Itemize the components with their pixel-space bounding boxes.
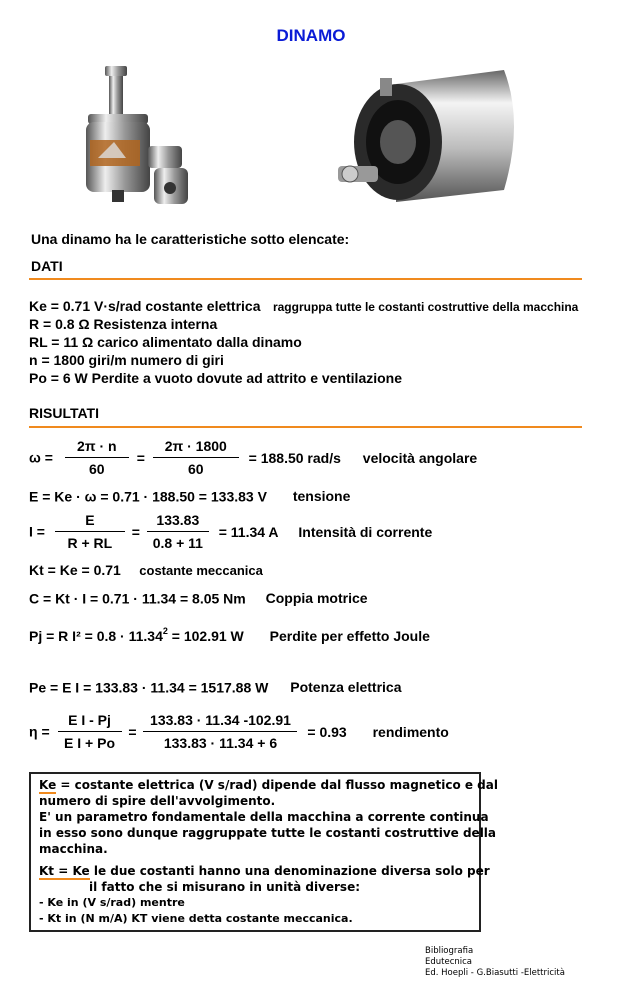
dati-item-ke-note: raggruppa tutte le costanti costruttive della macchina	[272, 300, 579, 314]
e-formula	[29, 487, 350, 504]
eta-num-1: E I - Pj	[58, 712, 122, 732]
dati-item-ke: Ke = 0.71 V·s/rad costante elettrica	[29, 298, 261, 314]
omega-formula	[29, 438, 477, 477]
bicycle-dynamo-image	[78, 62, 208, 217]
dati-item-rl: RL = 11 Ω carico alimentato dalla dinamo	[29, 334, 302, 350]
pj-sup: 2	[162, 626, 168, 636]
e-text: E = Ke · ω = 0.71 · 188.50 = 133.83 V	[29, 488, 267, 505]
note-ke-line: = costante elettrica (V s/rad) dipende dal flusso magnetico e dal	[56, 778, 498, 792]
note-ke-line: in esso sono dunque raggruppate tutte le costanti costruttive della	[39, 826, 497, 840]
pj-text-b: = 102.91 W	[167, 627, 244, 644]
i-num-1: E	[55, 512, 125, 532]
bibliography-line: Ed. Hoepli - G.Biasutti -Elettricità	[425, 968, 565, 978]
e-desc: tensione	[292, 488, 351, 505]
note-ke-line: numero di spire dell'avvolgimento.	[39, 794, 276, 808]
omega-fraction-2	[153, 438, 239, 477]
kt-desc: costante meccanica	[139, 563, 263, 578]
bibliography-line: Edutecnica	[425, 957, 473, 967]
i-fraction-2	[147, 512, 209, 551]
omega-fraction-1	[65, 438, 129, 477]
eta-lhs: η =	[29, 723, 50, 740]
risultati-heading: RISULTATI	[29, 405, 99, 421]
dati-heading: DATI	[31, 258, 63, 274]
note-box	[29, 772, 498, 932]
eta-fraction-2	[143, 712, 297, 751]
i-num-2: 133.83	[147, 512, 209, 532]
i-desc: Intensità di corrente	[298, 523, 433, 540]
kt-text: Kt = Ke = 0.71	[29, 562, 121, 578]
bibliography	[425, 946, 565, 979]
i-den-2: 0.8 + 11	[152, 535, 203, 551]
i-den-1: R + RL	[67, 535, 113, 551]
dati-list	[29, 298, 578, 388]
car-dynamo-image	[336, 62, 526, 220]
bibliography-line: Bibliografia	[425, 946, 474, 956]
note-kt-item: - Ke in (V s/rad) mentre	[39, 896, 185, 909]
risultati-divider	[29, 426, 582, 428]
intro-text: Una dinamo ha le caratteristiche sotto elencate:	[31, 231, 350, 247]
eta-den-1: E I + Po	[64, 735, 115, 751]
omega-result: = 188.50 rad/s	[248, 449, 341, 466]
pj-text-a: Pj = R I² = 0.8 · 11.34	[29, 627, 163, 644]
dati-item-r: R = 0.8 Ω Resistenza interna	[29, 316, 218, 332]
i-formula	[29, 512, 432, 551]
note-ke-label: Ke	[39, 778, 57, 792]
eta-eq: =	[128, 723, 137, 740]
omega-eq: =	[136, 449, 145, 466]
kt-formula	[29, 562, 263, 580]
note-kt-label: Kt = Ke	[39, 864, 90, 878]
eta-result: = 0.93	[307, 723, 347, 740]
dati-item	[29, 298, 578, 316]
eta-desc: rendimento	[372, 723, 449, 740]
eta-fraction-1	[58, 712, 122, 751]
omega-den-2: 60	[187, 461, 204, 477]
omega-den-1: 60	[89, 461, 105, 477]
note-ke-line: macchina.	[39, 842, 108, 856]
eta-den-2: 133.83 · 11.34 + 6	[163, 735, 278, 751]
page-title: DINAMO	[276, 26, 346, 45]
note-kt-line: il fatto che si misurano in unità diverse:	[89, 880, 361, 894]
i-lhs: I =	[29, 523, 45, 540]
omega-num-2: 2π · 1800	[153, 438, 239, 458]
note-kt-line: le due costanti hanno una denominazione diversa solo per	[89, 864, 490, 878]
c-text: C = Kt · I = 0.71 · 11.34 = 8.05 Nm	[29, 590, 246, 607]
dati-item-po: Po = 6 W Perdite a vuoto dovute ad attrito e ventilazione	[29, 370, 403, 386]
pj-desc: Perdite per effetto Joule	[269, 627, 430, 644]
pe-formula	[29, 678, 402, 695]
omega-desc: velocità angolare	[362, 449, 478, 466]
eta-formula	[29, 712, 449, 751]
dati-item-n: n = 1800 giri/m numero di giri	[29, 352, 224, 368]
dati-divider	[29, 278, 582, 280]
pe-text: Pe = E I = 133.83 · 11.34 = 1517.88 W	[29, 679, 269, 696]
note-ke-line: E' un parametro fondamentale della macchina a corrente continua	[39, 810, 489, 824]
c-desc: Coppia motrice	[265, 590, 368, 607]
i-result: = 11.34 A	[218, 523, 279, 540]
pe-desc: Potenza elettrica	[290, 679, 402, 696]
eta-num-2: 133.83 · 11.34 -102.91	[143, 712, 297, 732]
c-formula	[29, 589, 368, 606]
omega-num-1: 2π · n	[65, 438, 129, 458]
pj-formula	[29, 626, 430, 644]
i-fraction-1	[55, 512, 125, 551]
note-kt-item: - Kt in (N m/A) KT viene detta costante meccanica.	[39, 912, 353, 925]
omega-lhs: ω =	[29, 449, 53, 466]
i-eq: =	[131, 523, 140, 540]
